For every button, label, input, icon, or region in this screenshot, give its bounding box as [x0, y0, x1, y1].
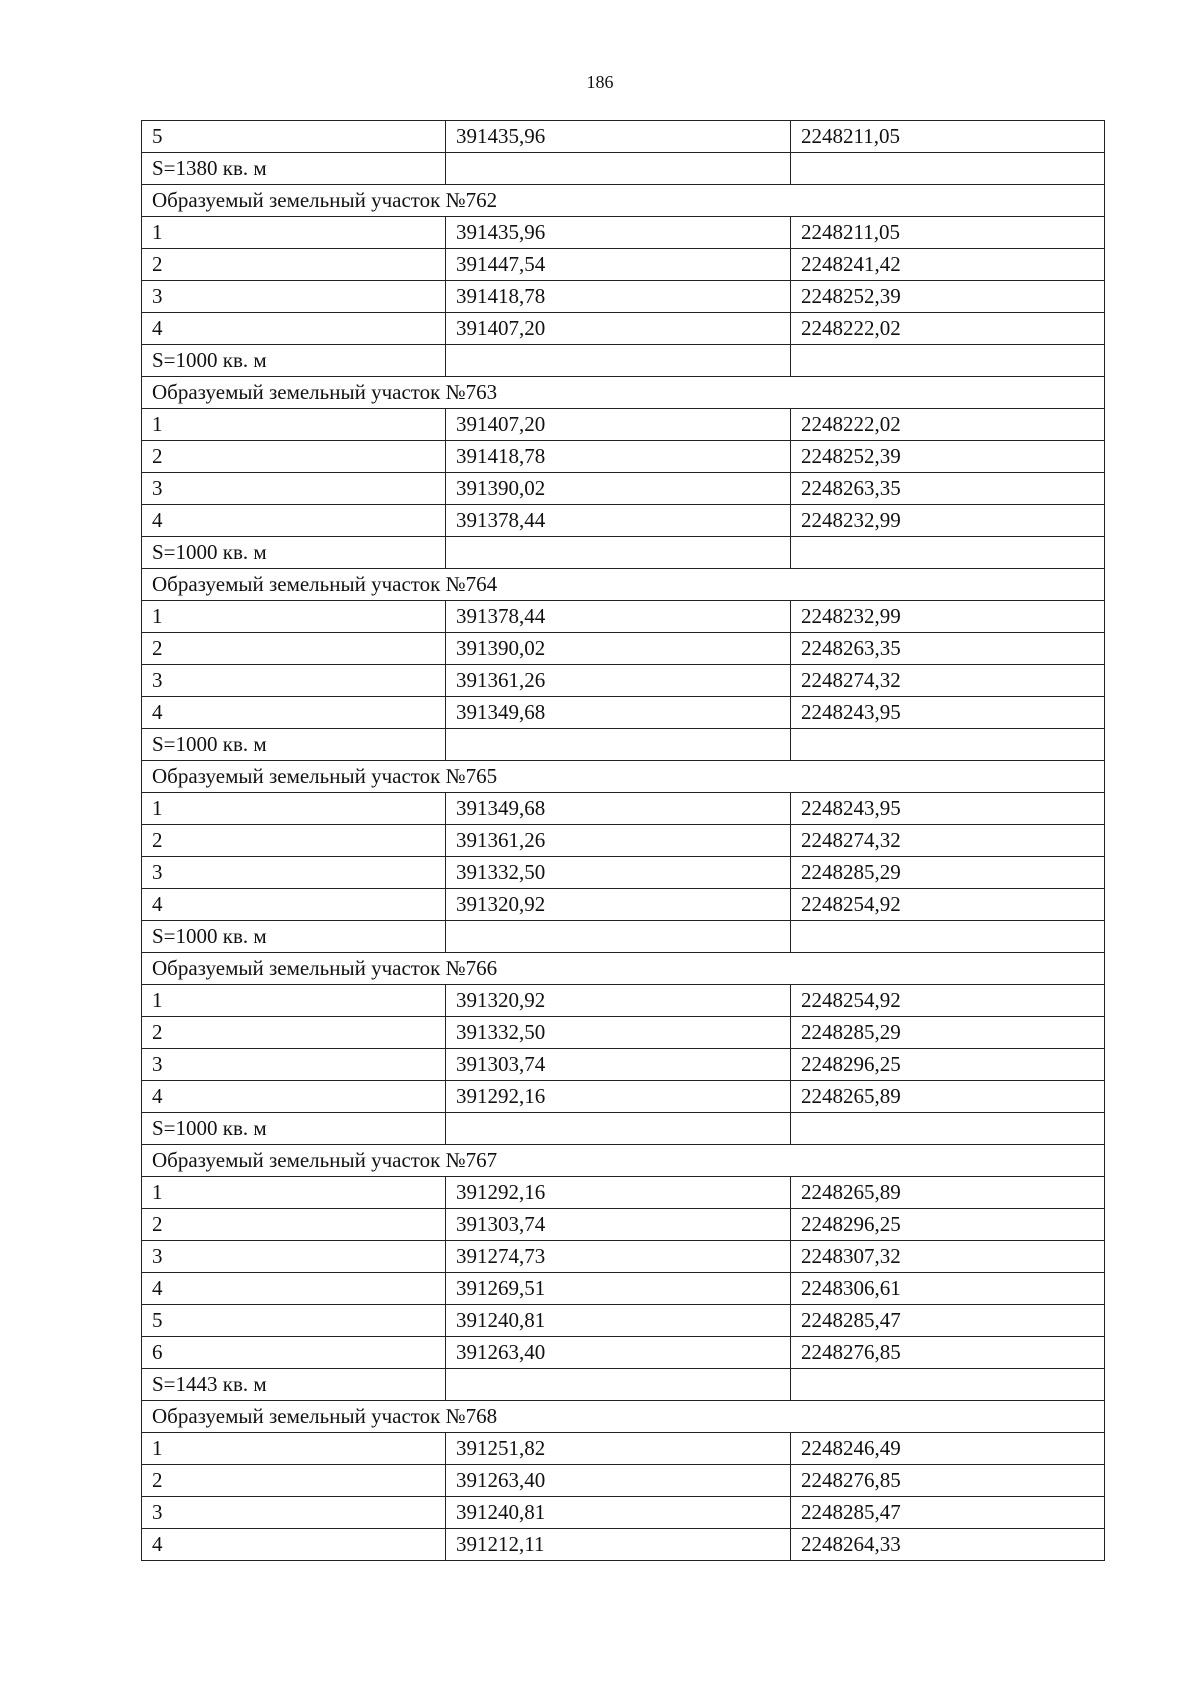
point-row — [142, 1465, 1105, 1497]
coordinates-table — [141, 120, 1105, 1561]
point-number-cell: 1 — [142, 1433, 446, 1465]
point-number-cell: 4 — [142, 505, 446, 537]
point-row — [142, 1017, 1105, 1049]
point-number-cell: 4 — [142, 1081, 446, 1113]
point-number-cell: 3 — [142, 1049, 446, 1081]
empty-cell — [791, 537, 1105, 569]
point-number-cell: 1 — [142, 1177, 446, 1209]
point-row — [142, 857, 1105, 889]
point-number-cell: 1 — [142, 793, 446, 825]
point-number-cell: 2 — [142, 1017, 446, 1049]
page-number: 186 — [586, 72, 614, 92]
x-coordinate-cell: 391390,02 — [446, 633, 791, 665]
x-coordinate-cell: 391320,92 — [446, 889, 791, 921]
x-coordinate-cell: 391263,40 — [446, 1465, 791, 1497]
y-coordinate-cell: 2248211,05 — [791, 217, 1105, 249]
point-number-cell: 4 — [142, 1273, 446, 1305]
y-coordinate-cell: 2248285,29 — [791, 857, 1105, 889]
x-coordinate-cell: 391418,78 — [446, 441, 791, 473]
y-coordinate-cell: 2248241,42 — [791, 249, 1105, 281]
x-coordinate-cell: 391332,50 — [446, 857, 791, 889]
empty-cell — [446, 345, 791, 377]
point-number-cell: 5 — [142, 121, 446, 153]
empty-cell — [446, 729, 791, 761]
point-row — [142, 1081, 1105, 1113]
point-number-cell: 1 — [142, 409, 446, 441]
y-coordinate-cell: 2248274,32 — [791, 665, 1105, 697]
point-row — [142, 1177, 1105, 1209]
point-row — [142, 825, 1105, 857]
area-cell: S=1000 кв. м — [142, 729, 446, 761]
plot-title-row — [142, 1145, 1105, 1177]
point-row — [142, 793, 1105, 825]
x-coordinate-cell: 391274,73 — [446, 1241, 791, 1273]
x-coordinate-cell: 391320,92 — [446, 985, 791, 1017]
x-coordinate-cell: 391361,26 — [446, 665, 791, 697]
x-coordinate-cell: 391240,81 — [446, 1497, 791, 1529]
point-number-cell: 6 — [142, 1337, 446, 1369]
x-coordinate-cell: 391251,82 — [446, 1433, 791, 1465]
point-number-cell: 4 — [142, 889, 446, 921]
area-row — [142, 1113, 1105, 1145]
point-row — [142, 249, 1105, 281]
point-row — [142, 665, 1105, 697]
empty-cell — [446, 1369, 791, 1401]
point-number-cell: 2 — [142, 1465, 446, 1497]
point-row — [142, 601, 1105, 633]
area-row — [142, 537, 1105, 569]
empty-cell — [791, 153, 1105, 185]
point-row — [142, 1305, 1105, 1337]
area-cell: S=1000 кв. м — [142, 921, 446, 953]
y-coordinate-cell: 2248265,89 — [791, 1081, 1105, 1113]
point-number-cell: 4 — [142, 1529, 446, 1561]
y-coordinate-cell: 2248296,25 — [791, 1049, 1105, 1081]
y-coordinate-cell: 2248246,49 — [791, 1433, 1105, 1465]
point-number-cell: 1 — [142, 217, 446, 249]
area-row — [142, 1369, 1105, 1401]
plot-title-row — [142, 1401, 1105, 1433]
plot-title-cell: Образуемый земельный участок №762 — [142, 185, 1105, 217]
y-coordinate-cell: 2248276,85 — [791, 1337, 1105, 1369]
x-coordinate-cell: 391447,54 — [446, 249, 791, 281]
point-row — [142, 1529, 1105, 1561]
point-row — [142, 473, 1105, 505]
x-coordinate-cell: 391435,96 — [446, 121, 791, 153]
plot-title-cell: Образуемый земельный участок №764 — [142, 569, 1105, 601]
point-number-cell: 3 — [142, 1497, 446, 1529]
empty-cell — [446, 921, 791, 953]
area-row — [142, 345, 1105, 377]
point-row — [142, 633, 1105, 665]
y-coordinate-cell: 2248254,92 — [791, 985, 1105, 1017]
x-coordinate-cell: 391418,78 — [446, 281, 791, 313]
plot-title-row — [142, 185, 1105, 217]
point-number-cell: 4 — [142, 697, 446, 729]
x-coordinate-cell: 391407,20 — [446, 409, 791, 441]
point-row — [142, 409, 1105, 441]
point-number-cell: 2 — [142, 249, 446, 281]
plot-title-cell: Образуемый земельный участок №767 — [142, 1145, 1105, 1177]
y-coordinate-cell: 2248265,89 — [791, 1177, 1105, 1209]
empty-cell — [446, 1113, 791, 1145]
point-row — [142, 889, 1105, 921]
x-coordinate-cell: 391349,68 — [446, 793, 791, 825]
point-row — [142, 217, 1105, 249]
area-cell: S=1380 кв. м — [142, 153, 446, 185]
area-cell: S=1000 кв. м — [142, 1113, 446, 1145]
coordinates-table-body — [142, 121, 1105, 1561]
plot-title-cell: Образуемый земельный участок №768 — [142, 1401, 1105, 1433]
x-coordinate-cell: 391303,74 — [446, 1209, 791, 1241]
y-coordinate-cell: 2248243,95 — [791, 793, 1105, 825]
plot-title-cell: Образуемый земельный участок №766 — [142, 953, 1105, 985]
plot-title-cell: Образуемый земельный участок №765 — [142, 761, 1105, 793]
x-coordinate-cell: 391303,74 — [446, 1049, 791, 1081]
empty-cell — [791, 729, 1105, 761]
point-number-cell: 2 — [142, 825, 446, 857]
point-number-cell: 2 — [142, 633, 446, 665]
point-number-cell: 3 — [142, 473, 446, 505]
point-number-cell: 2 — [142, 1209, 446, 1241]
y-coordinate-cell: 2248252,39 — [791, 441, 1105, 473]
plot-title-cell: Образуемый земельный участок №763 — [142, 377, 1105, 409]
point-row — [142, 121, 1105, 153]
point-number-cell: 3 — [142, 665, 446, 697]
point-row — [142, 1433, 1105, 1465]
point-row — [142, 505, 1105, 537]
y-coordinate-cell: 2248222,02 — [791, 409, 1105, 441]
area-row — [142, 729, 1105, 761]
point-number-cell: 5 — [142, 1305, 446, 1337]
y-coordinate-cell: 2248254,92 — [791, 889, 1105, 921]
area-cell: S=1443 кв. м — [142, 1369, 446, 1401]
y-coordinate-cell: 2248222,02 — [791, 313, 1105, 345]
y-coordinate-cell: 2248232,99 — [791, 601, 1105, 633]
point-row — [142, 1209, 1105, 1241]
point-row — [142, 1049, 1105, 1081]
x-coordinate-cell: 391332,50 — [446, 1017, 791, 1049]
plot-title-row — [142, 569, 1105, 601]
empty-cell — [791, 1369, 1105, 1401]
y-coordinate-cell: 2248274,32 — [791, 825, 1105, 857]
plot-title-row — [142, 953, 1105, 985]
y-coordinate-cell: 2248263,35 — [791, 473, 1105, 505]
point-row — [142, 985, 1105, 1017]
empty-cell — [446, 153, 791, 185]
area-cell: S=1000 кв. м — [142, 537, 446, 569]
y-coordinate-cell: 2248264,33 — [791, 1529, 1105, 1561]
x-coordinate-cell: 391240,81 — [446, 1305, 791, 1337]
plot-title-row — [142, 761, 1105, 793]
y-coordinate-cell: 2248276,85 — [791, 1465, 1105, 1497]
point-row — [142, 281, 1105, 313]
y-coordinate-cell: 2248296,25 — [791, 1209, 1105, 1241]
x-coordinate-cell: 391263,40 — [446, 1337, 791, 1369]
x-coordinate-cell: 391212,11 — [446, 1529, 791, 1561]
y-coordinate-cell: 2248232,99 — [791, 505, 1105, 537]
area-cell: S=1000 кв. м — [142, 345, 446, 377]
empty-cell — [791, 921, 1105, 953]
y-coordinate-cell: 2248252,39 — [791, 281, 1105, 313]
area-row — [142, 153, 1105, 185]
y-coordinate-cell: 2248306,61 — [791, 1273, 1105, 1305]
x-coordinate-cell: 391361,26 — [446, 825, 791, 857]
point-number-cell: 3 — [142, 281, 446, 313]
x-coordinate-cell: 391378,44 — [446, 505, 791, 537]
x-coordinate-cell: 391269,51 — [446, 1273, 791, 1305]
point-number-cell: 2 — [142, 441, 446, 473]
point-row — [142, 1337, 1105, 1369]
y-coordinate-cell: 2248285,47 — [791, 1497, 1105, 1529]
empty-cell — [791, 1113, 1105, 1145]
point-row — [142, 441, 1105, 473]
area-row — [142, 921, 1105, 953]
x-coordinate-cell: 391292,16 — [446, 1081, 791, 1113]
plot-title-row — [142, 377, 1105, 409]
x-coordinate-cell: 391390,02 — [446, 473, 791, 505]
point-row — [142, 1497, 1105, 1529]
x-coordinate-cell: 391378,44 — [446, 601, 791, 633]
point-number-cell: 1 — [142, 601, 446, 633]
y-coordinate-cell: 2248285,29 — [791, 1017, 1105, 1049]
y-coordinate-cell: 2248243,95 — [791, 697, 1105, 729]
y-coordinate-cell: 2248263,35 — [791, 633, 1105, 665]
y-coordinate-cell: 2248285,47 — [791, 1305, 1105, 1337]
empty-cell — [446, 537, 791, 569]
x-coordinate-cell: 391349,68 — [446, 697, 791, 729]
point-row — [142, 1241, 1105, 1273]
point-row — [142, 697, 1105, 729]
x-coordinate-cell: 391292,16 — [446, 1177, 791, 1209]
point-number-cell: 4 — [142, 313, 446, 345]
point-row — [142, 313, 1105, 345]
x-coordinate-cell: 391435,96 — [446, 217, 791, 249]
point-number-cell: 1 — [142, 985, 446, 1017]
point-number-cell: 3 — [142, 1241, 446, 1273]
y-coordinate-cell: 2248211,05 — [791, 121, 1105, 153]
x-coordinate-cell: 391407,20 — [446, 313, 791, 345]
point-number-cell: 3 — [142, 857, 446, 889]
empty-cell — [791, 345, 1105, 377]
point-row — [142, 1273, 1105, 1305]
y-coordinate-cell: 2248307,32 — [791, 1241, 1105, 1273]
